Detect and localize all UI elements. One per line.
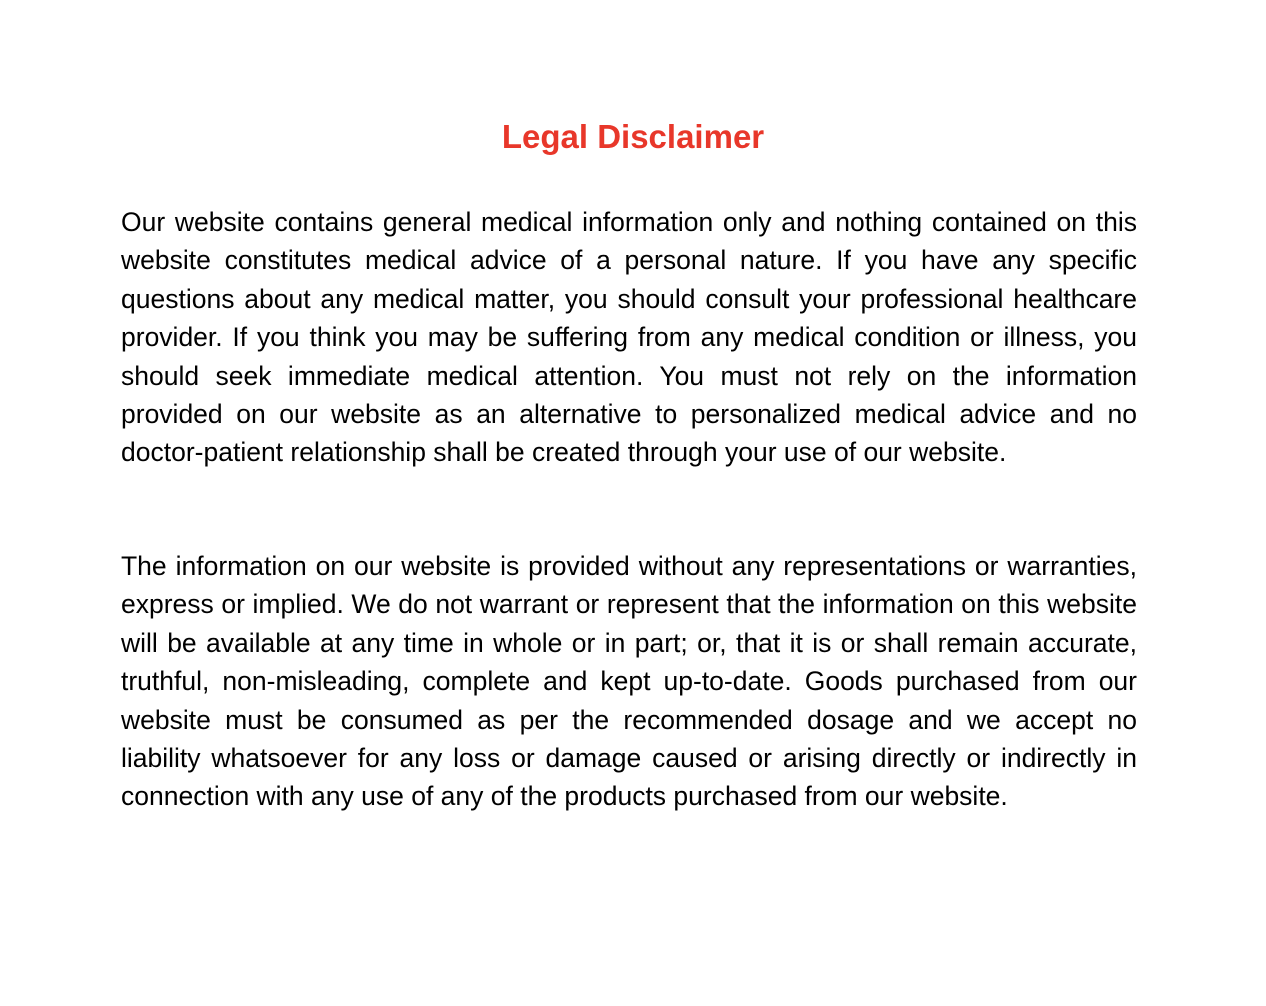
- disclaimer-paragraph-warranties: The information on our website is provided without any representations or warranties, express or implied. We do not warrant or represent that the information on this website will be available at any time in whole or in part; or, that it is or shall remain accurate, truthful, non-misleading, complete and kept up-to-date. Goods purchased from our website must be consumed as per the recommended dosage and we accept no liability whatsoever for any loss or damage caused or arising directly or indirectly in connection with any use of any of the products purchased from our website.: [121, 551, 1137, 812]
- page-title: Legal Disclaimer: [501, 118, 765, 155]
- disclaimer-paragraph-medical-information: Our website contains general medical information only and nothing contained on this website constitutes medical advice of a personal nature. If you have any specific questions about any medical matter, you should consult your professional healthcare provider. If you think you may be suffering from any medical condition or illness, you should seek immediate medical attention. You must not rely on the information provided on our website as an alternative to personalized medical advice and no doctor-patient relationship shall be created through your use of our website.: [121, 207, 1137, 468]
